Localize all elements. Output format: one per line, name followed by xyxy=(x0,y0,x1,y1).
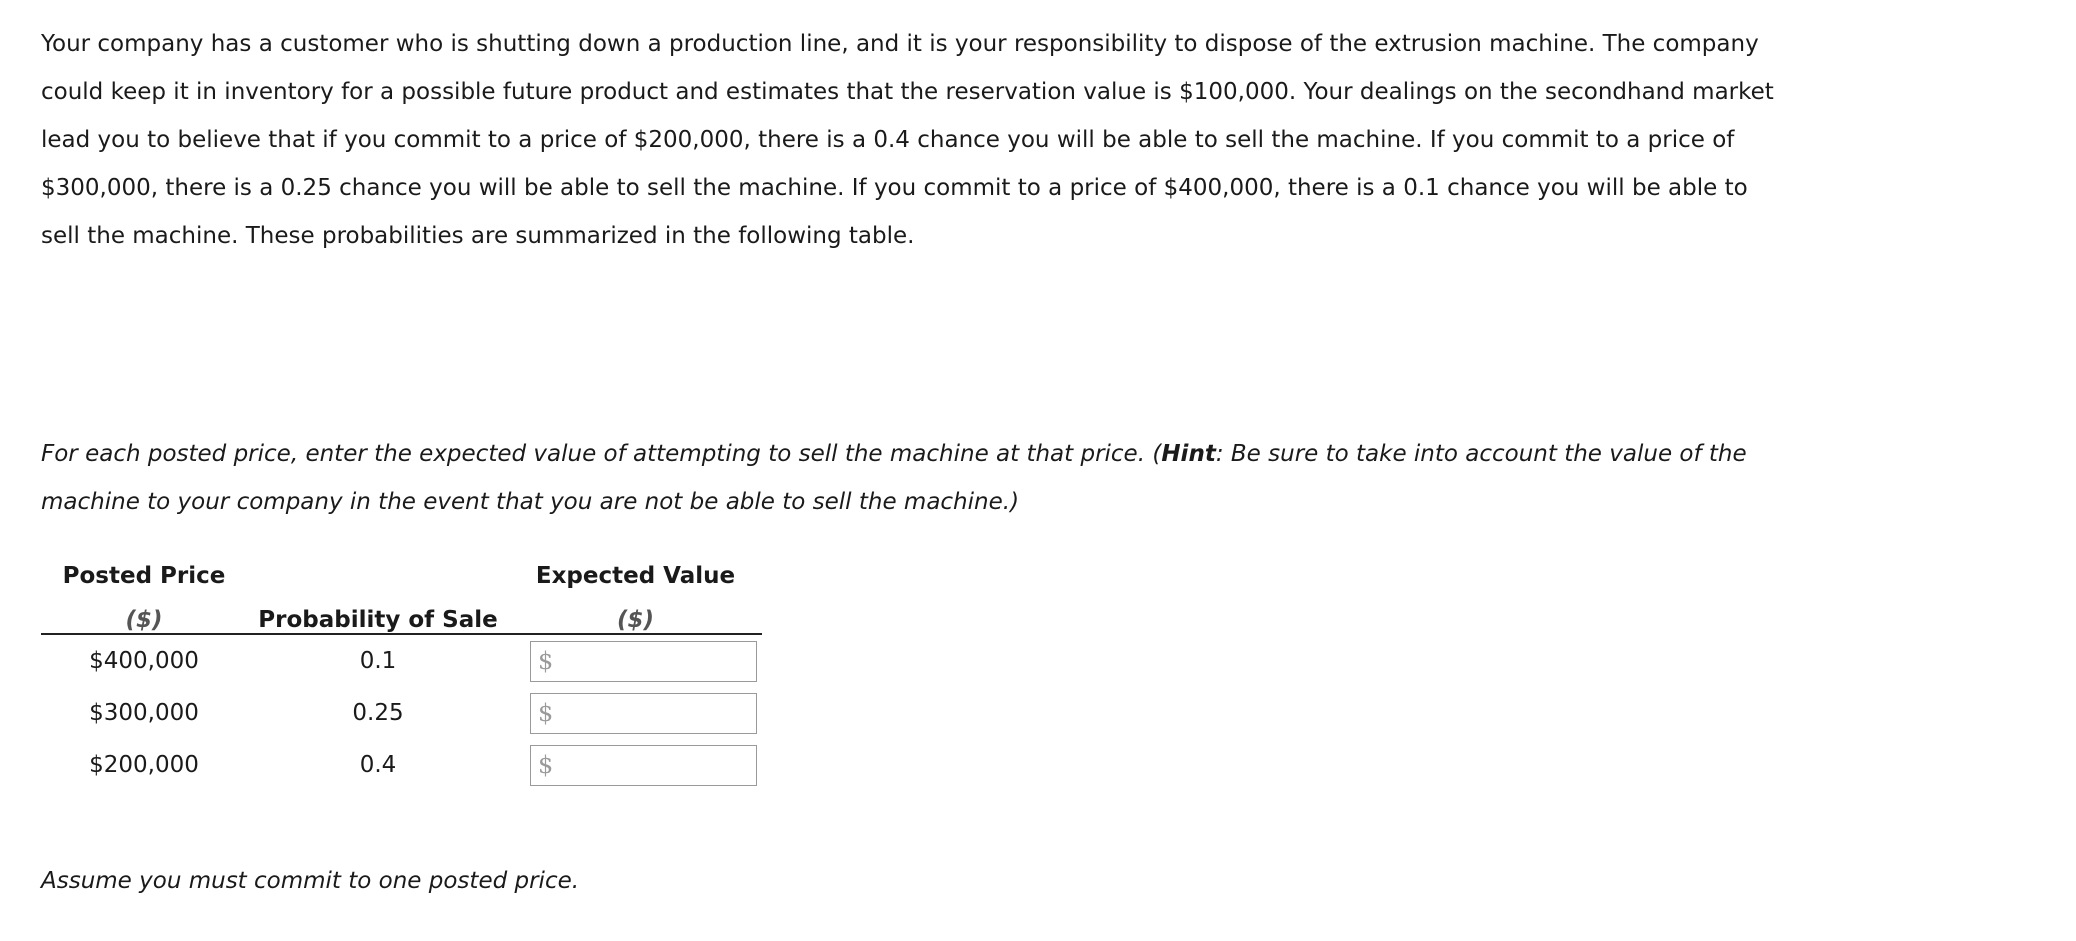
expected-value-field[interactable] xyxy=(530,693,757,734)
intro-line-3: lead you to believe that if you commit to a price of $200,000, there is a 0.4 chance you will be able to sell the machine. If you commit to a price of xyxy=(41,127,1735,153)
header-posted-price-unit: ($) xyxy=(125,607,163,633)
table-row xyxy=(41,687,762,739)
dollar-sign: $ xyxy=(538,698,554,727)
problem-statement xyxy=(41,20,1921,260)
expected-value-input[interactable] xyxy=(559,644,753,680)
hint-label: Hint xyxy=(1161,441,1216,467)
expected-value-cell xyxy=(509,634,762,687)
posted-price-cell: $300,000 xyxy=(89,700,199,726)
probability-cell: 0.4 xyxy=(359,752,397,778)
header-probability: Probability of Sale xyxy=(258,607,498,633)
instruction-line-2: machine to your company in the event that you are not be able to sell the machine.) xyxy=(41,489,1020,515)
posted-price-cell: $400,000 xyxy=(89,648,199,674)
intro-line-1: Your company has a customer who is shutting down a production line, and it is your responsibility to dispose of the extrusion machine. The company xyxy=(41,31,1759,57)
footer-note: Assume you must commit to one posted price. xyxy=(41,868,580,894)
header-posted-price: Posted Price xyxy=(62,563,226,589)
table-row xyxy=(41,739,762,791)
header-expected-value: Expected Value xyxy=(535,563,736,589)
expected-value-cell xyxy=(509,687,762,739)
probability-cell: 0.25 xyxy=(352,700,404,726)
expected-value-cell xyxy=(509,739,762,791)
instruction-part-2: : Be sure to take into account the value of the xyxy=(1215,441,1747,467)
header-expected-value-unit: ($) xyxy=(616,607,655,633)
probability-cell: 0.1 xyxy=(359,648,397,674)
table-row xyxy=(41,634,762,687)
intro-line-2: could keep it in inventory for a possible future product and estimates that the reservation value is $100,000. Your dealings on the secondhand market xyxy=(41,79,1774,105)
expected-value-input[interactable] xyxy=(559,696,753,732)
expected-value-field[interactable] xyxy=(530,641,757,682)
expected-value-field[interactable] xyxy=(530,745,757,786)
intro-line-4: $300,000, there is a 0.25 chance you will be able to sell the machine. If you commit to a price of $400,000, there is a 0.1 chance you will be able to xyxy=(41,175,1748,201)
instruction-text xyxy=(41,430,1921,526)
posted-price-cell: $200,000 xyxy=(89,752,199,778)
intro-line-5: sell the machine. These probabilities are summarized in the following table. xyxy=(41,223,915,249)
expected-value-input[interactable] xyxy=(559,748,753,784)
instruction-part-1: For each posted price, enter the expected value of attempting to sell the machine at that price. ( xyxy=(41,441,1162,467)
dollar-sign: $ xyxy=(538,750,554,779)
question-body xyxy=(41,20,1921,260)
expected-value-table xyxy=(41,547,762,791)
header-spacer xyxy=(247,547,509,589)
dollar-sign: $ xyxy=(538,646,554,675)
